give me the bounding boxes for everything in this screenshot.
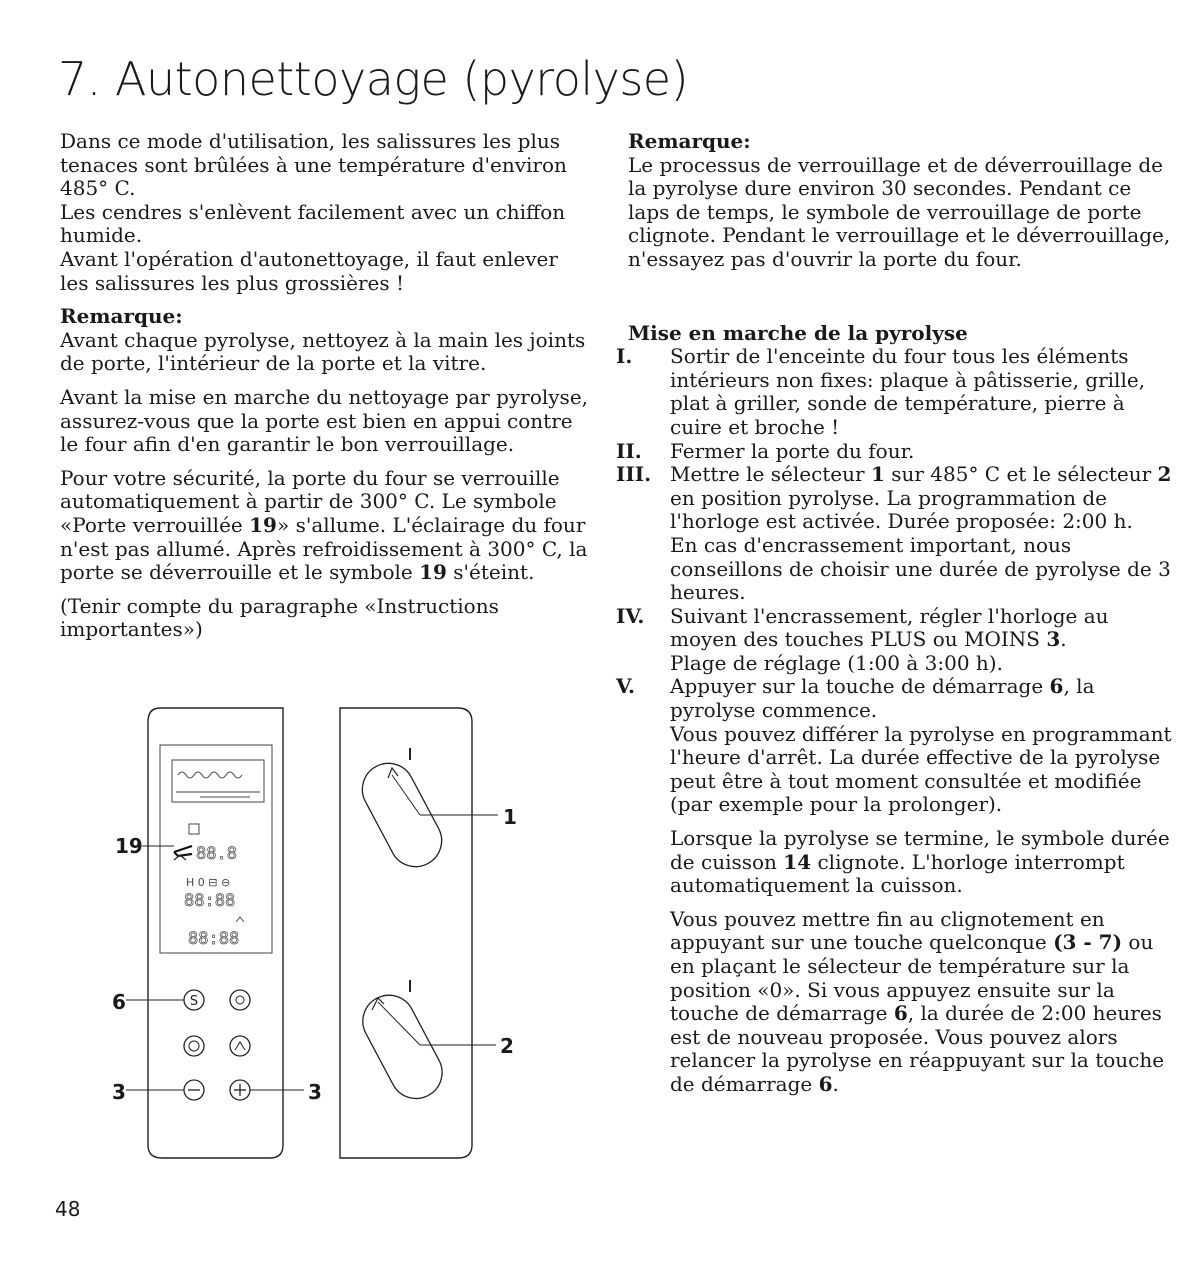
step-4: IV. Suivant l'encrassement, régler l'horloge au moyen des touches PLUS ou MOINS 3. Plage de réglage (1:00 à 3:00 h). (616, 603, 1109, 675)
safety-paragraph: Pour votre sécurité, la porte du four se verrouille automatiquement à partir de 300° C. Le symbole «Porte verrouillée 19» s'allume. L'éclairage du four n'est pas allumé. Après refroidissement à 300° C, la porte se déverrouille et le symbole 19 s'éteint. (60, 465, 588, 585)
remark-text-right: Le processus de verrouillage et de déverrouillage de la pyrolyse dure environ 30 secondes. Pendant ce laps de temps, le symbole de verrouillage de porte clignote. Pendant le verrouillage et le déverrouillage, n'essayez pas d'ouvrir la porte du four. (628, 152, 1171, 271)
timer-button-circle (230, 1036, 250, 1056)
svg-text:S: S (189, 994, 199, 1009)
display-digits-1: 88.8 (196, 844, 237, 864)
minus-button-circle (184, 1080, 204, 1100)
instructions-note: (Tenir compte du paragraphe «Instructions importantes») (60, 593, 499, 642)
symbol-window (172, 760, 264, 802)
step-2: II. Fermer la porte du four. (616, 438, 915, 463)
display-area (160, 745, 272, 953)
label-6: 6 (112, 990, 126, 1014)
selector-knob-2 (354, 986, 452, 1108)
plus-button-circle (230, 1080, 250, 1100)
remark-text: Avant chaque pyrolyse, nettoyez à la main les joints de porte, l'intérieur de la porte et la vitre. (60, 327, 586, 376)
door-check-paragraph: Avant la mise en marche du nettoyage par pyrolyse, assurez-vous que la porte est bien en appui contre le four afin d'en garantir le bon verrouillage. (60, 384, 589, 457)
steps-list (616, 344, 1178, 1096)
selector-panel-outline (340, 708, 472, 1158)
ash-paragraph: Les cendres s'enlèvent facilement avec un chiffon humide. (60, 199, 566, 248)
door-lock-icon (174, 846, 192, 856)
remark-heading-right: Remarque: (628, 129, 751, 153)
end-paragraph-2: Vous pouvez mettre fin au clignotement en appuyant sur une touche quelconque (3 - 7) ou en plaçant le sélecteur de température sur la position «0». Si vous appuyez ensuite sur la touche de démarrage 6, la durée de 2:00 heures est de nouveau proposée. Vous pouvez alors relancer la pyrolyse en réappuyant sur la touche de démarrage 6. (670, 906, 1165, 1096)
step-5: V. Appuyer sur la touche de démarrage 6, la pyrolyse commence. Vous pouvez différer la pyrolyse en programmant l'heure d'arrêt. La durée effective de la pyrolyse peut être à tout moment consultée et modifiée (par exemple pour la prolonger). Lorsque la pyrolyse se termine, le symbole durée de cuisson 14 clignote. L'horloge interrompt automatiquement la cuisson. Vous pouvez mettre fin au clignotement en appuyant sur une touche quelconque (3 - 7) ou en plaçant le sélecteur de température sur la position «0». Si vous appuyez ensuite sur la touche de démarrage 6, la durée de 2:00 heures est de nouveau proposée. Vous pouvez alors relancer la pyrolyse en réappuyant sur la touche de démarrage 6. (628, 675, 1178, 1096)
control-panel-outline (148, 708, 283, 1158)
section-heading: Mise en marche de la pyrolyse (628, 320, 968, 345)
label-2: 2 (500, 1034, 514, 1058)
display-digits-2: 88:88 (184, 891, 236, 911)
before-cleaning-paragraph: Avant l'opération d'autonettoyage, il faut enlever les salissures les plus grossières ! (60, 246, 558, 295)
start-button-circle (184, 990, 204, 1010)
label-3-right: 3 (308, 1080, 322, 1104)
left-column (60, 130, 590, 652)
display-digits-3: 88:88 (188, 929, 240, 949)
clock-button-circle (184, 1036, 204, 1056)
page-title: 7. Autonettoyage (pyrolyse) (58, 52, 689, 106)
selector-knob-1 (353, 754, 451, 876)
end-paragraph-1: Lorsque la pyrolyse se termine, le symbole durée de cuisson 14 clignote. L'horloge interrompt automatiquement la cuisson. (670, 826, 1170, 898)
step-3: III. Mettre le sélecteur 1 sur 485° C et le sélecteur 2 en position pyrolyse. La programmation de l'horloge est activée. Durée proposée: 2:00 h. En cas d'encrassement important, nous conseillons de choisir une durée de pyrolyse de 3 heures. (616, 462, 1172, 605)
step-1: I. Sortir de l'enceinte du four tous les éléments intérieurs non fixes: plaque à pâtisserie, grille, plat à griller, sonde de température, pierre à cuire et broche ! (616, 344, 1146, 439)
remark-heading: Remarque: (60, 304, 183, 329)
right-column (616, 129, 1178, 1097)
label-19: 19 (115, 834, 143, 858)
label-3-left: 3 (112, 1080, 126, 1104)
intro-paragraph: Dans ce mode d'utilisation, les salissures les plus tenaces sont brûlées à une température d'environ 485° C. (60, 129, 567, 201)
label-1: 1 (503, 805, 517, 829)
svg-text:H 0 ⊟ ⊖: H 0 ⊟ ⊖ (186, 876, 231, 889)
page-number: 48 (55, 1197, 81, 1221)
light-button-circle (230, 990, 250, 1010)
